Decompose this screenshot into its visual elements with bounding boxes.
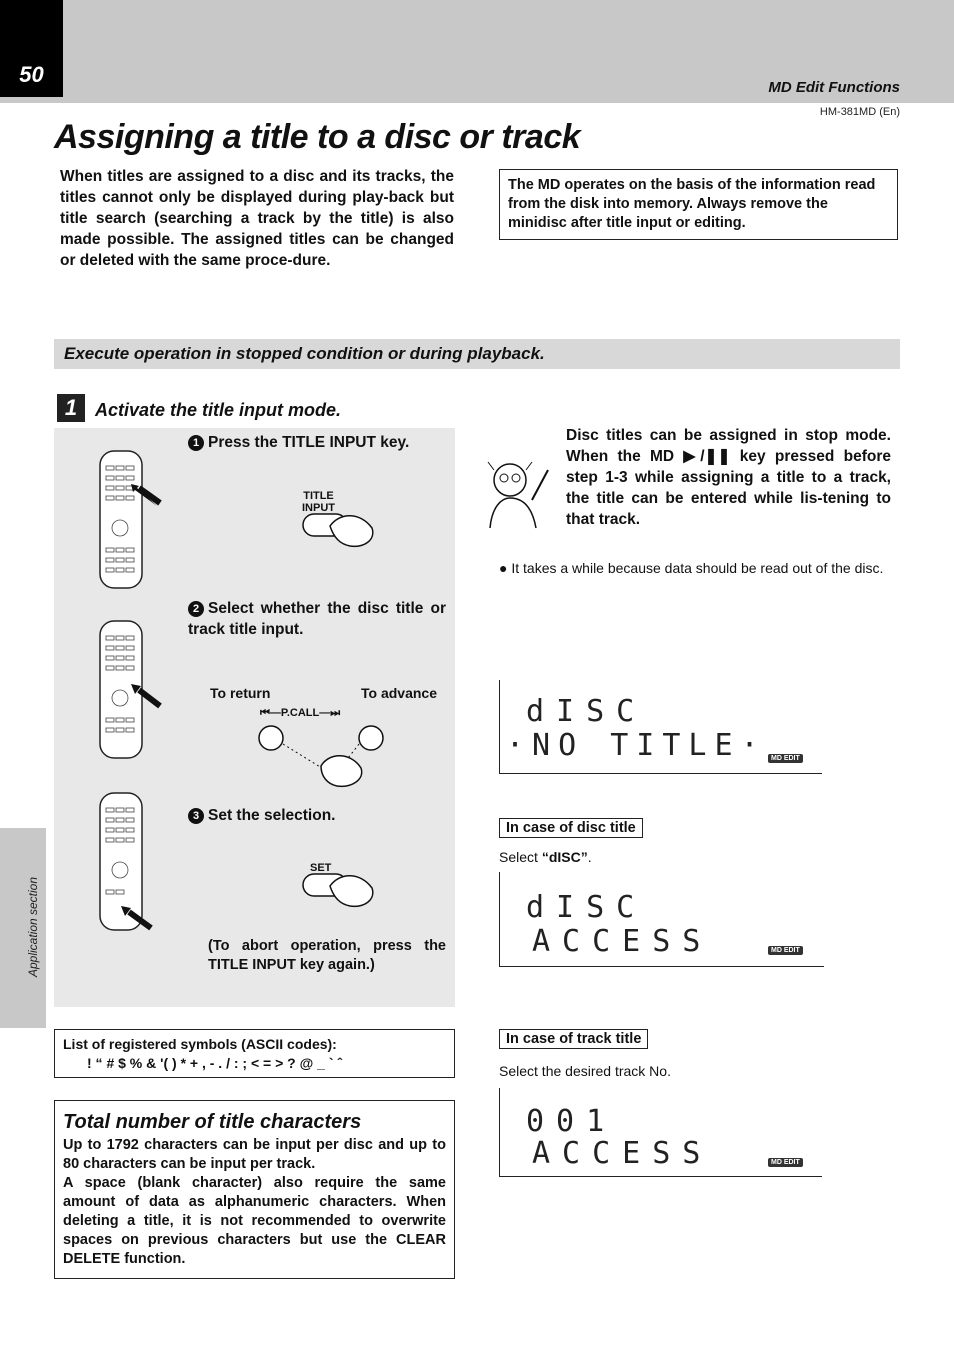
- set-key-label: SET: [310, 862, 332, 874]
- cartoon-character-icon: [470, 450, 560, 530]
- to-advance-label: To advance: [361, 685, 437, 701]
- display-track-access: [499, 1088, 822, 1177]
- track-case-text: Select the desired track No.: [499, 1063, 671, 1079]
- abort-note: (To abort operation, press the TITLE INPUT key again.): [208, 938, 446, 973]
- track-case-label: In case of track title: [499, 1029, 648, 1049]
- total-text-1: Up to 1792 characters can be input per disc and up to 80 characters can be input per track.: [63, 1137, 446, 1172]
- set-key-hand-icon[interactable]: [300, 868, 380, 910]
- md-edit-indicator: MD EDIT: [768, 754, 803, 763]
- info-bullet-text: It takes a while because data should be read out of the disc.: [511, 560, 884, 576]
- display-disc-no-title: [499, 680, 822, 774]
- remote-control-icon: [95, 448, 165, 593]
- substep-1-number: 1: [188, 435, 204, 451]
- display-line-2: ACCESS: [532, 1136, 713, 1171]
- intro-paragraph: When titles are assigned to a disc and its tracks, the titles cannot only be displayed during play-back but title search (searching a track by the title) is also made possible. The assigned titles can be changed or deleted with the same proce-dure.: [60, 168, 454, 269]
- step-number: 1: [57, 394, 85, 422]
- substep-2: [188, 598, 446, 640]
- display-disc-access: [499, 872, 824, 967]
- title-input-key-hand-icon[interactable]: [300, 508, 380, 550]
- display-line-1: dISC: [526, 694, 647, 729]
- substep-2-number: 2: [188, 601, 204, 617]
- total-text-2: A space (blank character) also require the same amount of data as alphanumeric characters. When deleting a title, it is not recommended to overwrite spaces on previous characters but use the CLEAR DELETE function.: [63, 1175, 446, 1267]
- substep-1: [188, 432, 409, 453]
- symbols-title: List of registered symbols (ASCII codes):: [63, 1036, 337, 1052]
- to-return-label: To return: [210, 685, 271, 701]
- tip-text: Disc titles can be assigned in stop mode. When the MD ▶/❚❚ key pressed before step 1-3 while assigning a title to a track, the title can be entered while lis-tening to that track.: [566, 427, 891, 528]
- note-box: The MD operates on the basis of the information read from the disk into memory. Always remove the minidisc after title input or editing.: [499, 169, 898, 240]
- disc-case-label-wrap: [499, 819, 643, 837]
- title-input-key-label: TITLE INPUT: [302, 490, 335, 514]
- pcall-keys-hand-icon[interactable]: [255, 722, 395, 792]
- track-case-label-wrap: [499, 1030, 648, 1048]
- execute-text: Execute operation in stopped condition or during playback.: [64, 344, 545, 363]
- step-title: Activate the title input mode.: [95, 400, 342, 420]
- substep-3-text: Set the selection.: [208, 807, 336, 824]
- display-line-1: 001: [526, 1104, 617, 1139]
- display-line-2: ACCESS: [532, 924, 713, 959]
- symbols-box: [54, 1029, 455, 1078]
- bullet-dot: ●: [499, 560, 512, 576]
- section-title: MD Edit Functions: [768, 79, 900, 96]
- substep-3-number: 3: [188, 808, 204, 824]
- page-title: Assigning a title to a disc or track: [54, 118, 581, 156]
- substep-2-text: Select whether the disc title or track title input.: [188, 600, 446, 638]
- model-code: HM-381MD (En): [819, 106, 900, 118]
- disc-case-label: In case of disc title: [499, 818, 643, 838]
- remote-control-icon: [95, 618, 165, 763]
- total-title: Total number of title characters: [63, 1111, 362, 1133]
- substep-1-text: Press the TITLE INPUT key.: [208, 434, 410, 451]
- substep-3: [188, 805, 335, 826]
- side-tab-label: Application section: [26, 876, 40, 978]
- md-edit-indicator: MD EDIT: [768, 1158, 803, 1167]
- info-bullet: [499, 559, 900, 577]
- display-line-2: ·NO TITLE·: [506, 728, 767, 763]
- symbols-list: ! “ # $ % & '( ) * + , - . / : ; < = > ? @ _ ` ˆ: [87, 1055, 343, 1071]
- md-edit-indicator: MD EDIT: [768, 946, 803, 955]
- page-number: 50: [19, 62, 44, 87]
- total-characters-box: [54, 1100, 455, 1279]
- remote-control-icon: [95, 790, 165, 935]
- pcall-label: ⏮—P.CALL—⏭: [260, 707, 341, 719]
- disc-case-text: Select “dISC”.: [499, 849, 592, 865]
- display-line-1: dISC: [526, 890, 647, 925]
